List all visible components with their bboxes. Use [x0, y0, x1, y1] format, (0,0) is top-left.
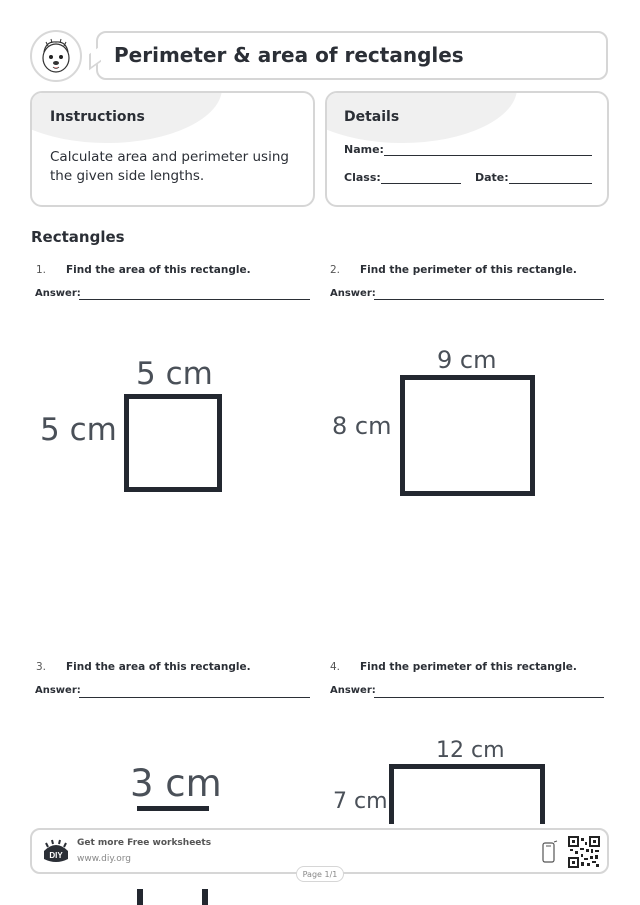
qr-code-icon [568, 836, 600, 868]
q4-rectangle [389, 764, 545, 824]
answer-label: Answer: [35, 288, 81, 299]
date-field[interactable] [509, 183, 592, 184]
answer-label: Answer: [330, 288, 376, 299]
answer-line-2[interactable] [374, 299, 604, 300]
class-label: Class: [344, 171, 381, 184]
q4-height-label: 7 cm [333, 789, 388, 814]
details-card [325, 91, 609, 207]
details-heading: Details [344, 109, 400, 125]
title-banner [96, 31, 608, 80]
page-title: Perimeter & area of rectangles [114, 43, 464, 67]
question-number: 1. [36, 264, 47, 276]
diy-logo [42, 839, 70, 865]
question-text: Find the area of this rectangle. [66, 661, 251, 673]
footer-url[interactable]: www.diy.org [77, 854, 131, 864]
diy-logo-icon [42, 839, 70, 865]
question-text: Find the perimeter of this rectangle. [360, 661, 577, 673]
answer-line-3[interactable] [79, 697, 310, 698]
instructions-card [30, 91, 315, 207]
mascot-avatar [30, 30, 82, 82]
instructions-heading: Instructions [50, 109, 145, 125]
q1-rectangle [124, 394, 222, 492]
question-number: 4. [330, 661, 341, 673]
answer-label: Answer: [35, 685, 81, 696]
instructions-line-2: the given side lengths. [50, 168, 205, 184]
question-text: Find the area of this rectangle. [66, 264, 251, 276]
q3-rectangle-right-edge [202, 889, 208, 905]
q3-rectangle-top-edge [137, 806, 209, 811]
answer-label: Answer: [330, 685, 376, 696]
q2-rectangle [400, 375, 535, 496]
q1-width-label: 5 cm [136, 356, 213, 392]
footer-tagline: Get more Free worksheets [77, 838, 212, 848]
section-title: Rectangles [31, 228, 125, 246]
q2-height-label: 8 cm [332, 412, 392, 440]
name-label: Name: [344, 143, 384, 156]
q2-width-label: 9 cm [437, 346, 497, 374]
class-field[interactable] [381, 183, 461, 184]
page-indicator: Page 1/1 [296, 866, 344, 882]
question-text: Find the perimeter of this rectangle. [360, 264, 577, 276]
answer-line-4[interactable] [374, 697, 604, 698]
q3-width-label: 3 cm [130, 762, 222, 805]
mascot-icon [32, 32, 80, 80]
q4-width-label: 12 cm [436, 738, 505, 763]
question-number: 2. [330, 264, 341, 276]
q1-height-label: 5 cm [40, 412, 117, 448]
answer-line-1[interactable] [79, 299, 310, 300]
question-number: 3. [36, 661, 47, 673]
q3-rectangle-left-edge [137, 889, 143, 905]
phone-icon [540, 840, 558, 864]
instructions-line-1: Calculate area and perimeter using [50, 149, 289, 165]
svg-text:DIY: DIY [49, 851, 63, 860]
date-label: Date: [475, 171, 509, 184]
name-field[interactable] [384, 155, 592, 156]
